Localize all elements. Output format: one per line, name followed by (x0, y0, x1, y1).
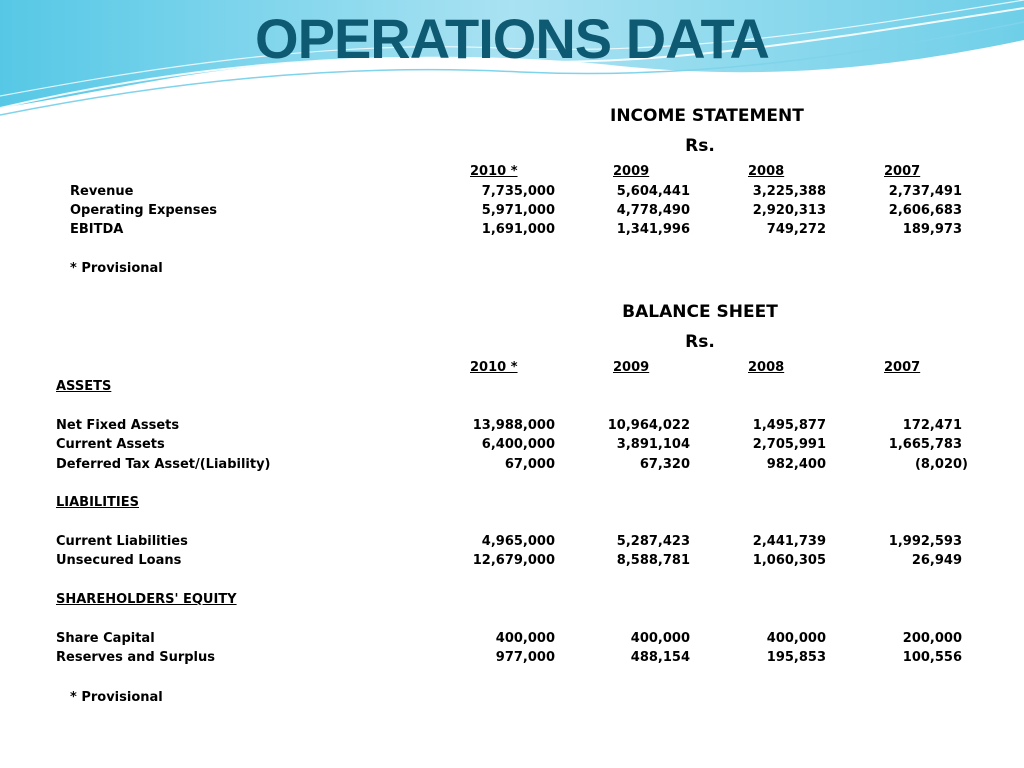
balance-cell: 4,965,000 (481, 534, 555, 549)
balance-provisional-note: * Provisional (70, 690, 163, 705)
balance-cell: 2,705,991 (752, 437, 826, 452)
balance-cell: 26,949 (911, 553, 962, 568)
income-cell: 3,225,388 (752, 184, 826, 199)
balance-cell: 400,000 (766, 631, 826, 646)
income-currency-label: Rs. (685, 136, 715, 156)
balance-cell: 67,000 (504, 457, 555, 472)
balance-cell: 488,154 (630, 650, 690, 665)
income-cell: 4,778,490 (616, 203, 690, 218)
balance-year-header: 2010 * (470, 360, 518, 375)
balance-year-header: 2009 (613, 360, 650, 375)
income-statement-heading: INCOME STATEMENT (610, 106, 804, 126)
income-cell: 1,341,996 (616, 222, 690, 237)
income-year-header: 2008 (748, 164, 785, 179)
income-cell: 7,735,000 (481, 184, 555, 199)
balance-cell: 3,891,104 (616, 437, 690, 452)
balance-row-label: Share Capital (56, 631, 155, 646)
balance-cell: 6,400,000 (481, 437, 555, 452)
balance-cell: 1,665,783 (888, 437, 962, 452)
income-row-label: EBITDA (70, 222, 124, 237)
income-cell: 2,920,313 (752, 203, 826, 218)
balance-cell: 400,000 (495, 631, 555, 646)
income-year-header: 2010 * (470, 164, 518, 179)
balance-cell: 2,441,739 (752, 534, 826, 549)
income-row-label: Revenue (70, 184, 134, 199)
balance-cell: (8,020) (914, 457, 968, 472)
balance-year-header: 2007 (884, 360, 921, 375)
income-cell: 5,971,000 (481, 203, 555, 218)
balance-cell: 195,853 (766, 650, 826, 665)
income-cell: 2,737,491 (888, 184, 962, 199)
balance-cell: 5,287,423 (616, 534, 690, 549)
assets-section-label: ASSETS (56, 379, 112, 394)
income-cell: 749,272 (766, 222, 826, 237)
income-year-header: 2007 (884, 164, 921, 179)
page-title: OPERATIONS DATA (255, 7, 769, 70)
balance-cell: 13,988,000 (472, 418, 555, 433)
balance-cell: 977,000 (495, 650, 555, 665)
equity-section-label: SHAREHOLDERS' EQUITY (56, 592, 237, 607)
income-cell: 2,606,683 (888, 203, 962, 218)
balance-cell: 100,556 (902, 650, 962, 665)
balance-cell: 1,495,877 (752, 418, 826, 433)
balance-row-label: Deferred Tax Asset/(Liability) (56, 457, 271, 472)
balance-cell: 982,400 (766, 457, 826, 472)
balance-row-label: Reserves and Surplus (56, 650, 215, 665)
income-cell: 5,604,441 (616, 184, 690, 199)
balance-cell: 12,679,000 (472, 553, 555, 568)
balance-row-label: Current Assets (56, 437, 165, 452)
balance-row-label: Current Liabilities (56, 534, 188, 549)
balance-row-label: Unsecured Loans (56, 553, 182, 568)
balance-cell: 400,000 (630, 631, 690, 646)
balance-sheet-heading: BALANCE SHEET (622, 302, 778, 322)
balance-cell: 10,964,022 (607, 418, 690, 433)
balance-year-header: 2008 (748, 360, 785, 375)
income-cell: 189,973 (902, 222, 962, 237)
balance-row-label: Net Fixed Assets (56, 418, 180, 433)
balance-cell: 172,471 (902, 418, 962, 433)
liabilities-section-label: LIABILITIES (56, 495, 139, 510)
income-provisional-note: * Provisional (70, 261, 163, 276)
balance-cell: 8,588,781 (616, 553, 690, 568)
balance-cell: 67,320 (639, 457, 690, 472)
income-cell: 1,691,000 (481, 222, 555, 237)
balance-cell: 1,060,305 (752, 553, 826, 568)
income-year-header: 2009 (613, 164, 650, 179)
balance-cell: 1,992,593 (888, 534, 962, 549)
income-row-label: Operating Expenses (70, 203, 218, 218)
balance-currency-label: Rs. (685, 332, 715, 352)
balance-cell: 200,000 (902, 631, 962, 646)
